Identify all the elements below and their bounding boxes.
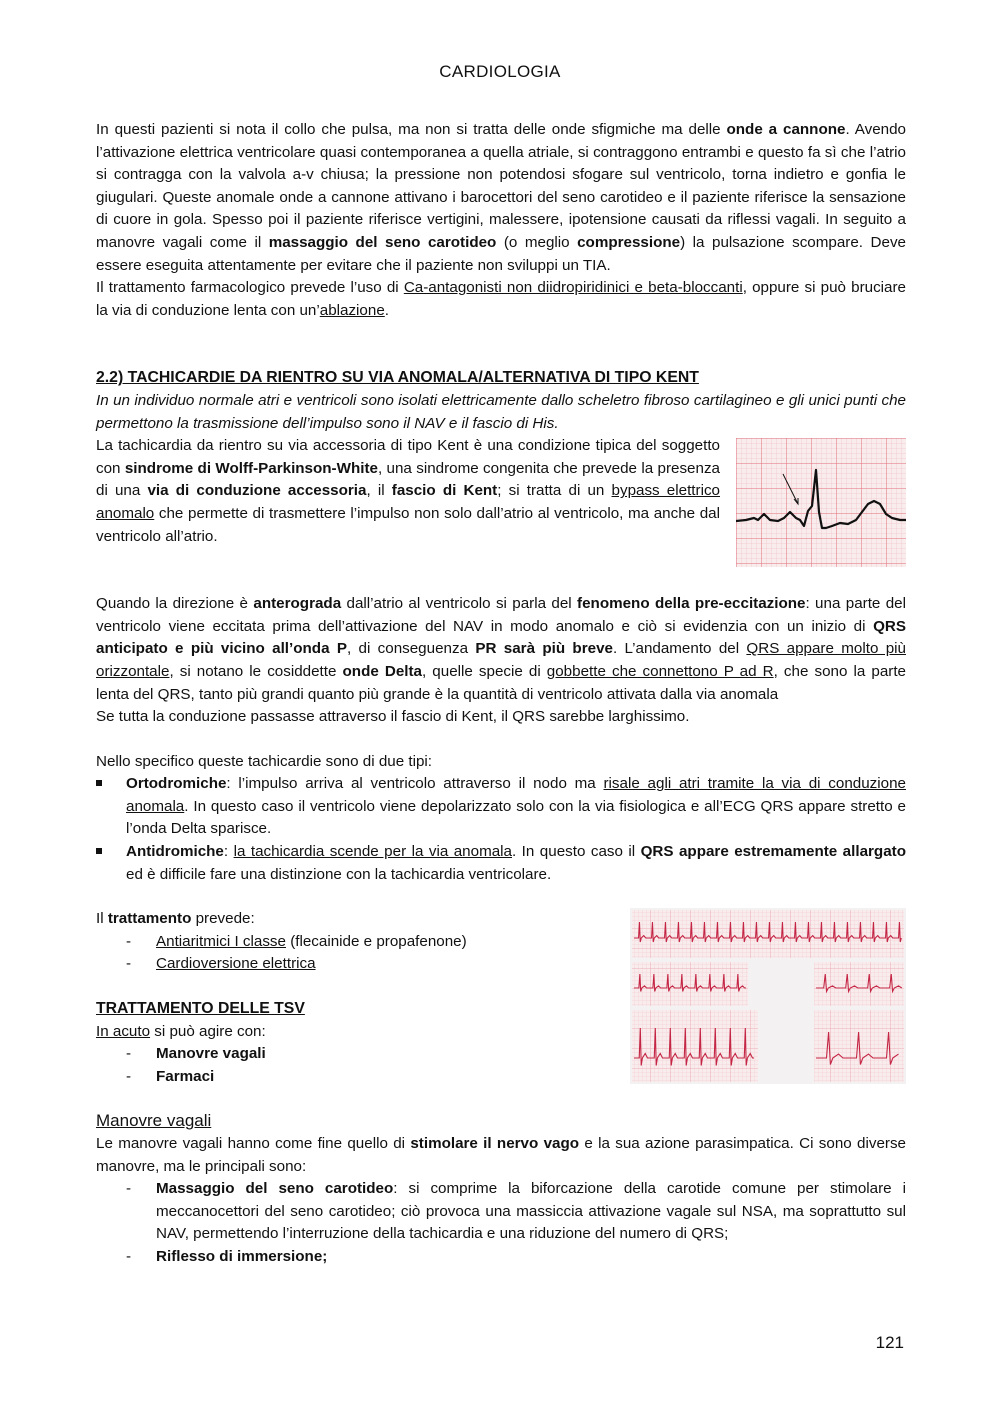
subsection-title-manovre-vagali: Manovre vagali	[96, 1111, 212, 1131]
kent-paragraph-2: Quando la direzione è anterograda dall’atrio al ventricolo si parla del fenomeno della pre-eccitazione: una parte del ventricolo viene eccitata prima dell’attivazione del NAV in modo anomalo e ciò si evidenzia con un inizio di QRS anticipato e più vicino all’onda P, di conseguenza PR sarà più breve. L’andamento del QRS appare molto più orizzontale, si notano le cosiddette onde Delta, quelle specie di gobbette che connettono P ad R, che sono la parte lenta del QRS, tanto più grandi quanto più grande è la quantità di ventricolo attivata dalla via anomala	[96, 595, 906, 703]
dash-bullet: -	[126, 1180, 132, 1198]
list-item-antiaritmici: - Antiaritmici I classe (flecainide e propafenone)	[96, 931, 906, 954]
list-item-massaggio-carotideo: - Massaggio del seno carotideo: si comprime la biforcazione della carotide comune per stimolare i meccanocettori del seno carotideo; ciò provoca una massiccia attivazione vagale sul NSA, ma soprattutto sul NAV, permettendo l’interruzione della tachicardia e una riduzione del numero di QRS;	[126, 1180, 906, 1243]
acute-list	[96, 1043, 906, 1088]
page-content	[96, 119, 906, 1269]
maneuvers-list	[96, 1178, 906, 1268]
manovre-paragraph: Le manovre vagali hanno come fine quello di stimolare il nervo vago e la sua azione parasimpatica. Ci sono diverse manovre, ma le principali sono:	[96, 1135, 907, 1175]
acute-intro: In acuto si può agire con:	[96, 1022, 266, 1040]
list-item-riflesso-immersione: - Riflesso di immersione;	[96, 1246, 906, 1269]
list-item-ortodromiche: Ortodromiche: l’impulso arriva al ventricolo attraverso il nodo ma risale agli atri tramite la via di conduzione anomala. In questo caso il ventricolo viene depolarizzato solo con la via fisiologica e all’ECG QRS appare stretto e l’onda Delta sparisce.	[96, 773, 906, 841]
treatment-list	[96, 931, 906, 976]
list-item-manovre-vagali: - Manovre vagali	[96, 1043, 906, 1066]
section-title-tsv: TRATTAMENTO DELLE TSV	[96, 1000, 305, 1018]
dash-bullet: -	[126, 1067, 132, 1085]
dash-bullet: -	[126, 1045, 132, 1063]
list-item-antidromiche: Antidromiche: la tachicardia scende per la via anomala. In questo caso il QRS appare estremamente allargato ed è difficile fare una distinzione con la tachicardia ventricolare.	[96, 841, 906, 886]
list-item-cardioversione: - Cardioversione elettrica	[96, 953, 906, 976]
section-title-kent: 2.2) TACHICARDIE DA RIENTRO SU VIA ANOMALA/ALTERNATIVA DI TIPO KENT	[96, 369, 699, 387]
kent-paragraph-3: Se tutta la conduzione passasse attraverso il fascio di Kent, il QRS sarebbe larghissimo.	[96, 708, 690, 726]
intro-paragraph-2: Il trattamento farmacologico prevede l’uso di Ca-antagonisti non diidropiridinici e beta-bloccanti, oppure si può bruciare la via di conduzione lenta con un’ablazione.	[96, 279, 906, 319]
list-item-farmaci: - Farmaci	[96, 1066, 906, 1089]
kent-italic-intro: In un individuo normale atri e ventricoli sono isolati elettricamente dallo scheletro fibroso cartilagineo e gli unici punti che permettono la trasmissione dell’impulso sono il NAV e il fascio di His.	[96, 391, 906, 432]
dash-bullet: -	[126, 955, 132, 973]
dash-bullet: -	[126, 932, 132, 950]
kent-paragraph-1: La tachicardia da rientro su via accessoria di tipo Kent è una condizione tipica del soggetto con sindrome di Wolff-Parkinson-White, una sindrome congenita che prevede la presenza di una via di conduzione accessoria, il fascio di Kent; si tratta di un bypass elettrico anomalo che permette di trasmettere l’impulso non solo dall’atrio al ventricolo, ma anche dal ventricolo all’atrio.	[96, 437, 720, 545]
dash-bullet: -	[126, 1247, 132, 1265]
intro-paragraph-1: In questi pazienti si nota il collo che pulsa, ma non si tratta delle onde sfigmiche ma delle onde a cannone. Avendo l’attivazione elettrica ventricolare quasi contemporanea a quella atriale, si contraggono entrambi e questo fa sì che l’atrio si contragga con la valvola a-v chiusa; la pressione non potendosi sfogare sul ventricolo, torna indietro e gonfia le giugulari. Queste anomale onde a cannone attivano i barocettori del seno carotideo e il paziente riferisce la sensazione di cuore in gola. Spesso poi il paziente riferisce vertigini, malessere, ipotensione causati da riflessi vagali. In seguito a manovre vagali come il massaggio del seno carotideo (o meglio compressione) la pulsazione scompare. Deve essere eseguita attentamente per evitare che il paziente non sviluppi un TIA.	[96, 121, 906, 274]
kent-paragraph-4: Nello specifico queste tachicardie sono di due tipi:	[96, 752, 433, 770]
tachycardia-types-list	[96, 773, 906, 886]
page-number: 121	[875, 1333, 904, 1352]
treatment-intro: Il trattamento prevede:	[96, 910, 255, 928]
square-bullet-icon	[96, 780, 102, 786]
ecg-wpw-image	[736, 438, 906, 567]
page-header: CARDIOLOGIA	[439, 62, 561, 81]
square-bullet-icon	[96, 848, 102, 854]
